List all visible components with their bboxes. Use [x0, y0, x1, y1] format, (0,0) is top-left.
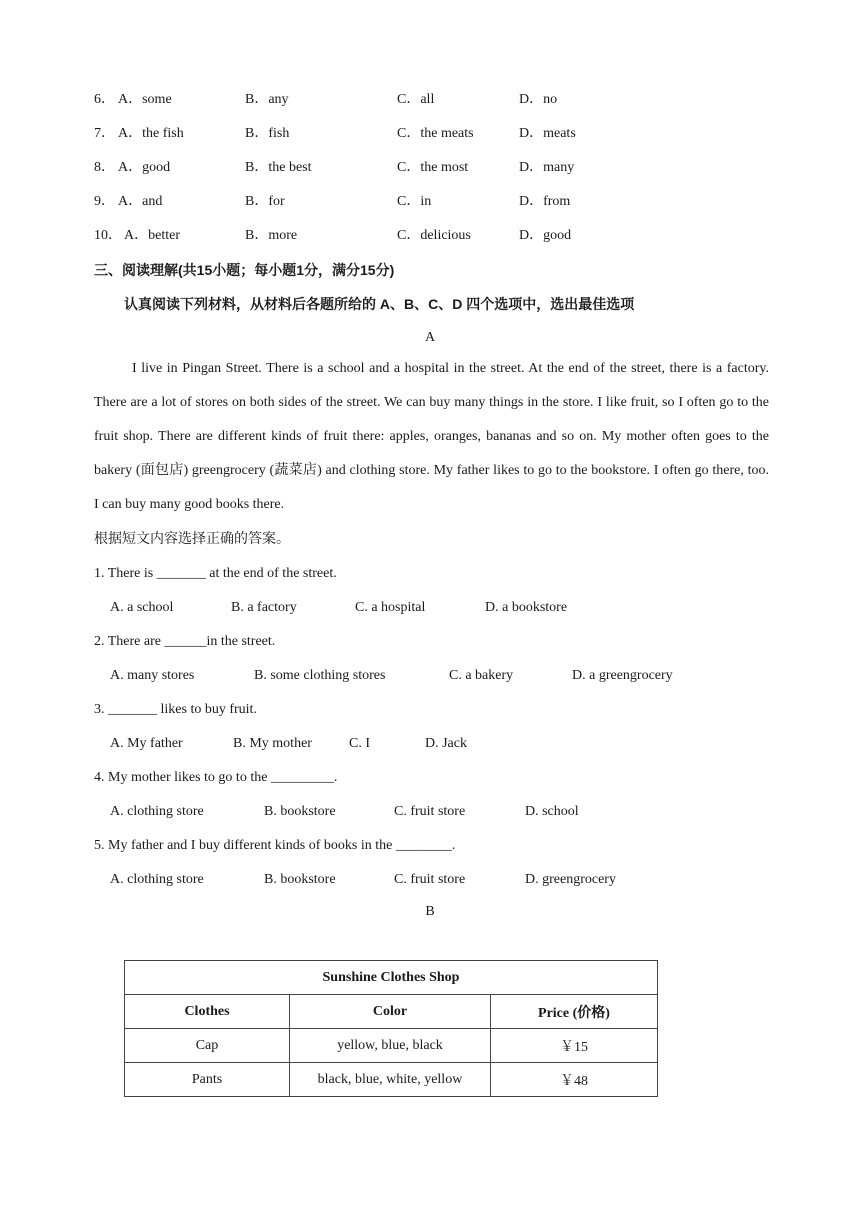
option-a: A. many stores [110, 668, 195, 683]
clothes-shop-table [124, 960, 658, 1097]
option-d: D. school [525, 804, 579, 819]
option-d: D. Jack [425, 736, 467, 751]
option-c: C. I [349, 736, 370, 751]
cell-clothes: Pants [125, 1063, 290, 1097]
passage-a-label: A [424, 330, 436, 345]
option-a: A. clothing store [110, 872, 204, 887]
option-b: B．for [245, 194, 285, 209]
question-stem: 5. My father and I buy different kinds of books in the ________. [94, 838, 456, 853]
passage-b-label: B [425, 904, 435, 919]
option-c: C．all [397, 92, 435, 107]
question-number: 6． [94, 92, 115, 107]
table-row [125, 1029, 658, 1063]
question-stem: 4. My mother likes to go to the _________. [94, 770, 338, 785]
option-a: A. My father [110, 736, 183, 751]
option-c: C．the most [397, 160, 469, 175]
option-d: D. a bookstore [485, 600, 568, 615]
option-b: B. bookstore [264, 872, 336, 887]
option-c: C. a bakery [449, 668, 514, 683]
table-title: Sunshine Clothes Shop [125, 961, 658, 995]
table-row [125, 1063, 658, 1097]
option-c: C．delicious [397, 228, 471, 243]
question-number: 7． [94, 126, 115, 141]
option-c: C．in [397, 194, 432, 209]
option-b: B．fish [245, 126, 290, 141]
table-title-row [125, 961, 658, 995]
option-b: B．more [245, 228, 298, 243]
passage-a-text: I live in Pingan Street. There is a school and a hospital in the street. At the end of the street, there is a factory. There are a lot of stores on both sides of the street. We can buy many things in the store. I like fruit, so I often go to the fruit shop. There are different kinds of fruit there: apples, oranges, bananas and so on. My mother often goes to the bakery (面包店) greengrocery (蔬菜店) and clothing store. My father likes to go to the bookstore. I often go there, too. I can buy many good books there. [94, 361, 769, 512]
cell-clothes: Cap [125, 1029, 290, 1063]
option-d: D. a greengrocery [572, 668, 673, 683]
cell-color: yellow, blue, black [290, 1029, 491, 1063]
option-a: A．some [118, 92, 172, 107]
cell-price: ￥48 [491, 1063, 658, 1097]
option-b: B．the best [245, 160, 312, 175]
option-d: D．many [519, 160, 575, 175]
option-a: A．good [118, 160, 171, 175]
option-c: C. fruit store [394, 804, 466, 819]
option-d: D．no [519, 92, 558, 107]
option-b: B. My mother [233, 736, 312, 751]
cell-price: ￥15 [491, 1029, 658, 1063]
option-d: D．meats [519, 126, 576, 141]
question-stem: 1. There is _______ at the end of the street. [94, 566, 337, 581]
option-c: C. fruit store [394, 872, 466, 887]
option-d: D. greengrocery [525, 872, 616, 887]
passage-a-directions: 根据短文内容选择正确的答案。 [94, 532, 290, 547]
column-header-clothes: Clothes [125, 995, 290, 1029]
section-instruction: 认真阅读下列材料，从材料后各题所给的 A、B、C、D 四个选项中，选出最佳选项 [124, 296, 635, 312]
option-b: B. bookstore [264, 804, 336, 819]
question-number: 9． [94, 194, 115, 209]
option-c: C. a hospital [355, 600, 426, 615]
section-heading: 三、阅读理解(共15小题；每小题1分，满分15分) [94, 262, 395, 278]
question-number: 10． [94, 228, 122, 243]
cell-color: black, blue, white, yellow [290, 1063, 491, 1097]
option-a: A．better [124, 228, 180, 243]
option-d: D．good [519, 228, 572, 243]
question-number: 8． [94, 160, 115, 175]
table-header-row [125, 995, 658, 1029]
option-b: B. a factory [231, 600, 297, 615]
option-b: B. some clothing stores [254, 668, 386, 683]
question-stem: 3. _______ likes to buy fruit. [94, 702, 257, 717]
option-a: A. clothing store [110, 804, 204, 819]
option-c: C．the meats [397, 126, 474, 141]
option-a: A．the fish [118, 126, 184, 141]
option-a: A. a school [110, 600, 174, 615]
option-d: D．from [519, 194, 571, 209]
option-b: B．any [245, 92, 289, 107]
question-stem: 2. There are ______in the street. [94, 634, 276, 649]
option-a: A．and [118, 194, 163, 209]
column-header-price: Price (价格) [491, 995, 658, 1029]
column-header-color: Color [290, 995, 491, 1029]
